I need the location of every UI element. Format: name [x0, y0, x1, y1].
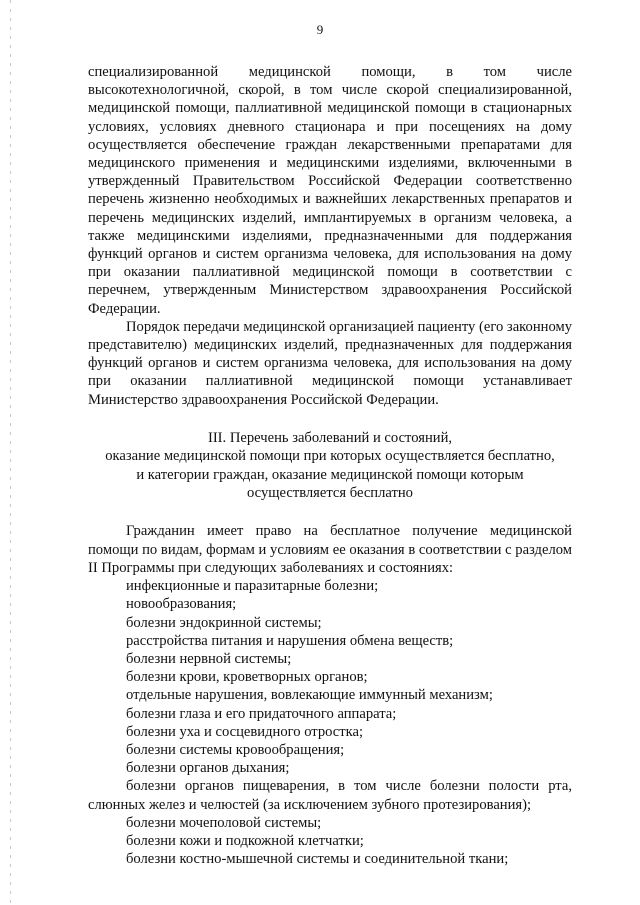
- disease-list: [88, 577, 572, 868]
- scan-edge: [10, 0, 11, 905]
- document-body: [88, 63, 572, 868]
- paragraph-rights: Гражданин имеет право на бесплатное получение медицинской помощи по видам, формам и условиям ее оказания в соответствии с разделом II Программы при следующих заболеваниях и состояниях:: [88, 523, 572, 576]
- list-item: болезни уха и сосцевидного отростка;: [126, 723, 364, 740]
- section-heading: [88, 429, 572, 503]
- section-heading-line-2: оказание медицинской помощи при которых осуществляется бесплатно,: [105, 448, 555, 465]
- list-item: расстройства питания и нарушения обмена веществ;: [126, 632, 454, 649]
- list-item: отдельные нарушения, вовлекающие иммунный механизм;: [126, 687, 493, 704]
- paragraph-continuation: специализированной медицинской помощи, в том числе высокотехнологичной, скорой, в том числе скорой специализированной, медицинской помощи, паллиативной медицинской помощи в стационарных условиях, условиях дневного стационара и при посещениях на дому осуществляется обеспечение граждан лекарственными препаратами для медицинского применения и медицинскими изделиями, включенными в утвержденный Правительством Российской Федерации соответственно перечень жизненно необходимых и важнейших лекарственных препаратов и перечень медицинских изделий, имплантируемых в организм человека, а также медицинскими изделиями, предназначенными для поддержания функций органов и систем организма человека, для использования на дому при оказании паллиативной медицинской помощи в соответствии с перечнем, утвержденным Министерством здравоохранения Российской Федерации.: [88, 64, 572, 317]
- section-heading-line-1: III. Перечень заболеваний и состояний,: [207, 429, 453, 446]
- list-item: болезни эндокринной системы;: [126, 614, 322, 631]
- list-item: болезни органов дыхания;: [126, 760, 290, 777]
- section-heading-line-4: осуществляется бесплатно: [247, 485, 413, 502]
- page-number: 9: [316, 22, 324, 37]
- list-item: болезни глаза и его придаточного аппарата;: [126, 705, 397, 722]
- list-item: болезни костно-мышечной системы и соединительной ткани;: [126, 851, 509, 868]
- paragraph-transfer-order: Порядок передачи медицинской организацией пациенту (его законному представителю) медицинских изделий, предназначенных для поддержания функций органов и систем организма человека, для использования на дому при оказании паллиативной медицинской помощи устанавливает Министерство здравоохранения Российской Федерации.: [88, 318, 572, 408]
- list-item: инфекционные и паразитарные болезни;: [126, 578, 379, 595]
- list-item: новообразования;: [126, 596, 237, 613]
- list-item: болезни крови, кроветворных органов;: [126, 669, 368, 686]
- list-item: болезни нервной системы;: [126, 650, 292, 667]
- section-heading-line-3: и категории граждан, оказание медицинской помощи которым: [136, 466, 524, 483]
- list-item: болезни системы кровообращения;: [126, 741, 345, 758]
- list-item: болезни мочеполовой системы;: [126, 814, 322, 831]
- list-item: болезни органов пищеварения, в том числе болезни полости рта, слюнных желез и челюстей (за исключением зубного протезирования);: [88, 778, 572, 813]
- list-item: болезни кожи и подкожной клетчатки;: [126, 832, 364, 849]
